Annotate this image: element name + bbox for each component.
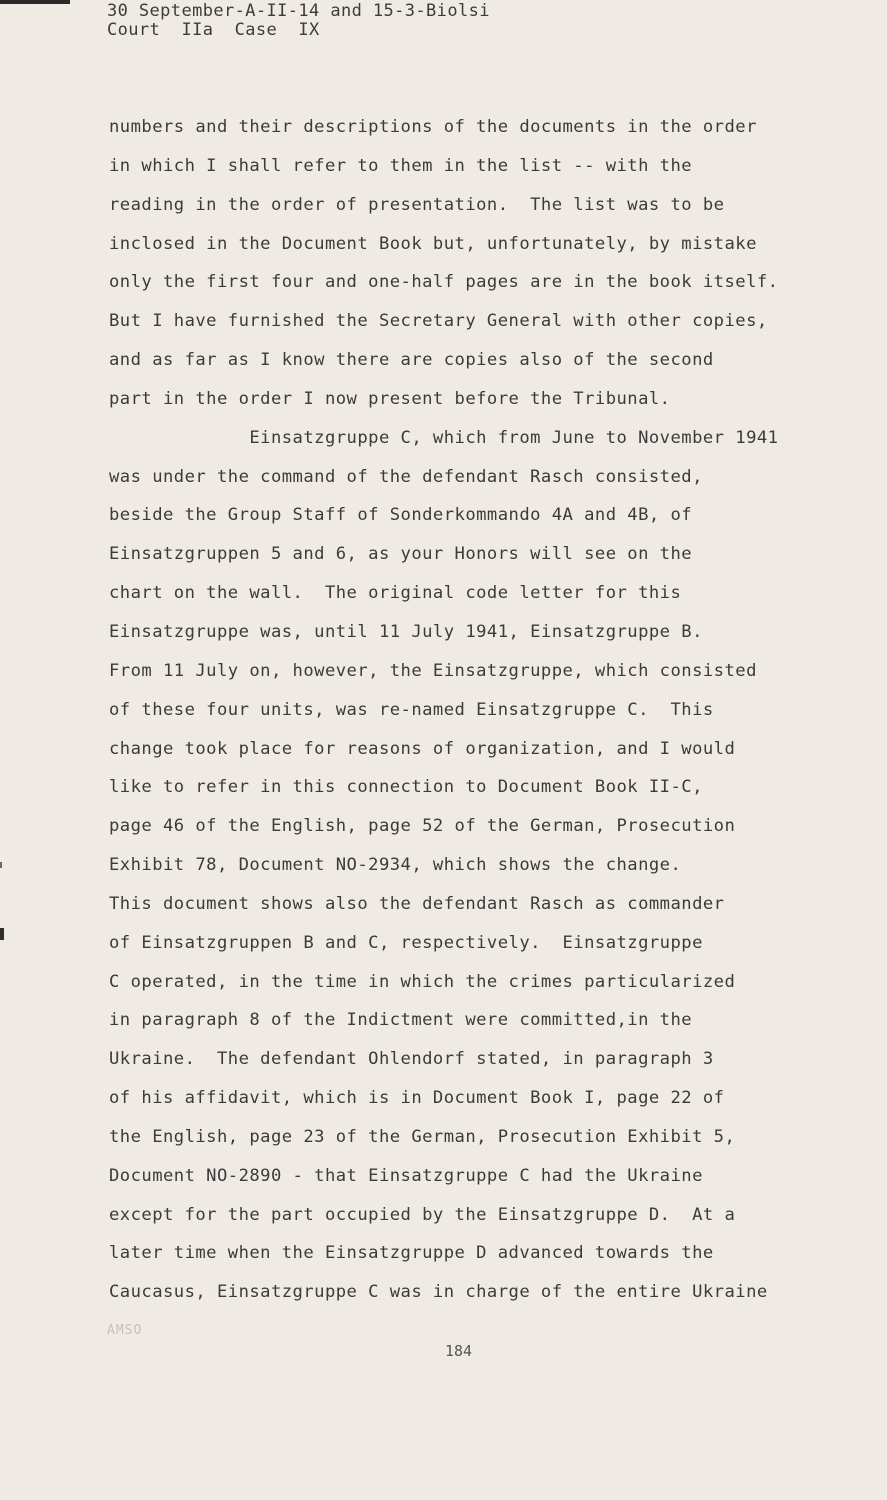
body-line: the English, page 23 of the German, Prosecution Exhibit 5, (109, 1126, 736, 1147)
header-line-2: Court IIa Case IX (107, 20, 320, 40)
body-text (109, 108, 839, 1312)
body-line: Ukraine. The defendant Ohlendorf stated, in paragraph 3 (109, 1049, 714, 1070)
body-line: of Einsatzgruppen B and C, respectively. Einsatzgruppe (109, 932, 703, 953)
body-line: Document NO-2890 - that Einsatzgruppe C had the Ukraine (109, 1165, 703, 1186)
body-line: This document shows also the defendant Rasch as commander (109, 893, 725, 914)
body-line: Einsatzgruppen 5 and 6, as your Honors will see on the (109, 544, 693, 565)
body-line: From 11 July on, however, the Einsatzgruppe, which consisted (109, 660, 757, 681)
body-line: beside the Group Staff of Sonderkommando 4A and 4B, of (109, 505, 693, 526)
body-line: of his affidavit, which is in Document Book I, page 22 of (109, 1088, 725, 1109)
body-line: in which I shall refer to them in the list -- with the (109, 155, 693, 176)
page-edge-mark (0, 0, 70, 4)
body-line: C operated, in the time in which the crimes particularized (109, 971, 736, 992)
body-line: in paragraph 8 of the Indictment were committed,in the (109, 1010, 693, 1031)
body-line: only the first four and one-half pages are in the book itself. (109, 272, 779, 293)
binding-mark (0, 862, 2, 868)
body-line: inclosed in the Document Book but, unfortunately, by mistake (109, 233, 757, 254)
body-line: numbers and their descriptions of the documents in the order (109, 117, 757, 137)
body-line: Caucasus, Einsatzgruppe C was in charge of the entire Ukraine (109, 1282, 768, 1303)
body-line: Einsatzgruppe was, until 11 July 1941, Einsatzgruppe B. (109, 621, 703, 642)
body-line: was under the command of the defendant Rasch consisted, (109, 466, 703, 487)
binding-mark (0, 928, 4, 940)
body-line: reading in the order of presentation. The list was to be (109, 194, 725, 215)
body-line: But I have furnished the Secretary General with other copies, (109, 311, 768, 332)
body-line: chart on the wall. The original code letter for this (109, 583, 682, 604)
body-line: change took place for reasons of organization, and I would (109, 738, 736, 759)
body-line: of these four units, was re-named Einsatzgruppe C. This (109, 699, 714, 720)
body-line: later time when the Einsatzgruppe D advanced towards the (109, 1243, 714, 1264)
body-line: like to refer in this connection to Document Book II-C, (109, 777, 703, 798)
header-line-1: 30 September-A-II-14 and 15-3-Biolsi (107, 1, 490, 21)
page-number: 184 (445, 1342, 473, 1360)
body-line: part in the order I now present before the Tribunal. (109, 388, 671, 409)
page-header (107, 2, 490, 40)
body-line: Exhibit 78, Document NO-2934, which shows the change. (109, 855, 682, 876)
body-line: except for the part occupied by the Einsatzgruppe D. At a (109, 1204, 736, 1225)
faint-stamp-mark: AMSO (107, 1323, 143, 1338)
body-line: Einsatzgruppe C, which from June to November 1941 (109, 427, 779, 448)
body-line: and as far as I know there are copies also of the second (109, 350, 714, 371)
body-line: page 46 of the English, page 52 of the German, Prosecution (109, 816, 736, 837)
